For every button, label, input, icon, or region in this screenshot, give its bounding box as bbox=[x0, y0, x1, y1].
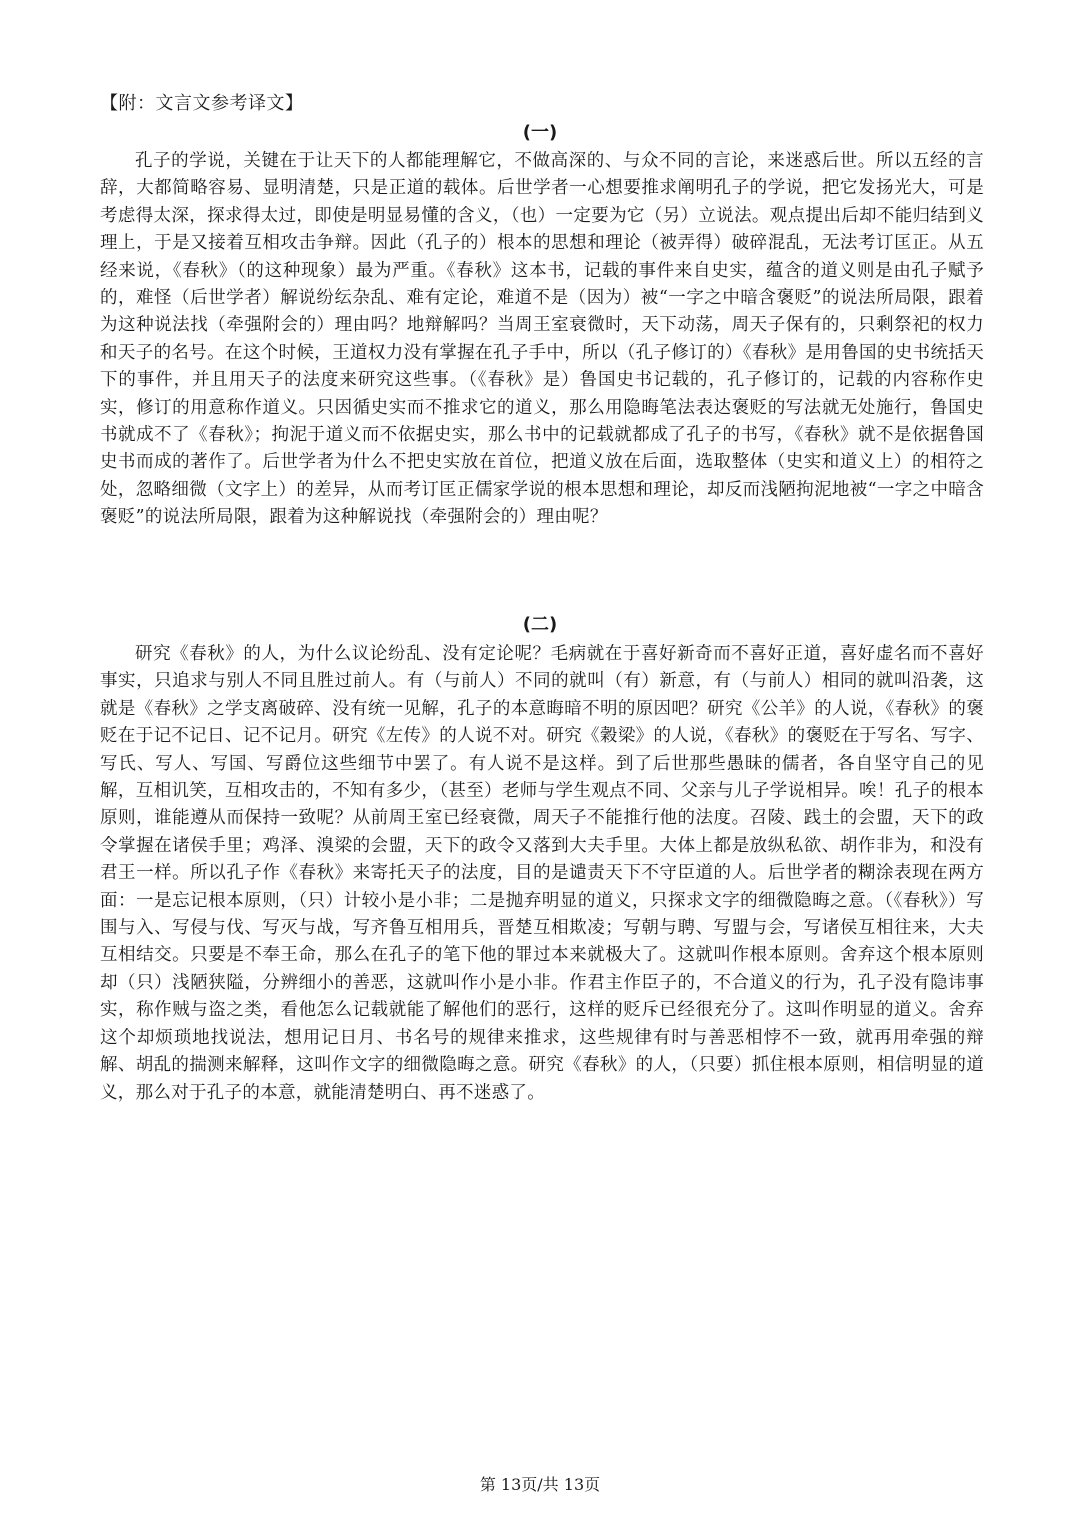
section-paragraph-1: 孔子的学说，关键在于让天下的人都能理解它，不做高深的、与众不同的言论，来迷惑后世。所以五经的言辞，大都简略容易、显明清楚，只是正道的载体。后世学者一心想要推求阐明孔子的学说，把它发扬光大，可是考虑得太深，探求得太过，即使是明显易懂的含义，（也）一定要为它（另）立说法。观点提出后却不能归结到义理上，于是又接着互相攻击争辩。因此（孔子的）根本的思想和理论（被弄得）破碎混乱，无法考订匡正。从五经来说，《春秋》（的这种现象）最为严重。《春秋》这本书，记载的事件来自史实，蕴含的道义则是由孔子赋予的，难怪（后世学者）解说纷纭杂乱、难有定论，难道不是（因为）被“一字之中暗含褒贬”的说法所局限，跟着为这种说法找（牵强附会的）理由吗？地辩解吗？当周王室衰微时，天下动荡，周天子保有的，只剩祭祀的权力和天子的名号。在这个时候，王道权力没有掌握在孔子手中，所以（孔子修订的）《春秋》是用鲁国的史书统括天下的事件，并且用天子的法度来研究这些事。（《春秋》是）鲁国史书记载的，孔子修订的，记载的内容称作史实，修订的用意称作道义。只因循史实而不推求它的道义，那么用隐晦笔法表达褒贬的写法就无处施行，鲁国史书就成不了《春秋》；拘泥于道义而不依据史实，那么书中的记载就都成了孔子的书写，《春秋》就不是依据鲁国史书而成的著作了。后世学者为什么不把史实放在首位，把道义放在后面，选取整体（史实和道义上）的相符之处，忽略细微（文字上）的差异，从而考订匡正儒家学说的根本思想和理论，却反而浅陋拘泥地被“一字之中暗含褒贬”的说法所局限，跟着为这种解说找（牵强附会的）理由呢？ bbox=[100, 151, 984, 528]
page-number-footer: 第 13页/共 13页 bbox=[479, 1475, 601, 1494]
section-paragraph-2: 研究《春秋》的人，为什么议论纷乱、没有定论呢？毛病就在于喜好新奇而不喜好正道，喜好虚名而不喜好事实，只追求与别人不同且胜过前人。有（与前人）不同的就叫（有）新意，有（与前人）相同的就叫沿袭，这就是《春秋》之学支离破碎、没有统一见解，孔子的本意晦暗不明的原因吧？研究《公羊》的人说，《春秋》的褒贬在于记不记日、记不记月。研究《左传》的人说不对。研究《穀梁》的人说，《春秋》的褒贬在于写名、写字、写氏、写人、写国、写爵位这些细节中罢了。有人说不是这样。到了后世那些愚昧的儒者，各自坚守自己的见解，互相讥笑，互相攻击的，不知有多少，（甚至）老师与学生观点不同、父亲与儿子学说相异。唉！孔子的根本原则，谁能遵从而保持一致呢？从前周王室已经衰微，周天子不能推行他的法度。召陵、践土的会盟，天下的政令掌握在诸侯手里；鸡泽、溴梁的会盟，天下的政令又落到大夫手里。大体上都是放纵私欲、胡作非为，和没有君王一样。所以孔子作《春秋》来寄托天子的法度，目的是谴责天下不守臣道的人。后世学者的糊涂表现在两方面：一是忘记根本原则，（只）计较小是小非；二是抛弃明显的道义，只探求文字的细微隐晦之意。（《春秋》）写围与入、写侵与伐、写灭与战，写齐鲁互相用兵，晋楚互相欺凌；写朝与聘、写盟与会，写诸侯互相往来，大夫互相结交。只要是不奉王命，那么在孔子的笔下他的罪过本来就极大了。这就叫作根本原则。舍弃这个根本原则却（只）浅陋狭隘，分辨细小的善恶，这就叫作小是小非。作君主作臣子的，不合道义的行为，孔子没有隐讳事实，称作贼与盗之类，看他怎么记载就能了解他们的恶行，这样的贬斥已经很充分了。这叫作明显的道义。舍弃这个却烦琐地找说法，想用记日月、书名号的规律来推求，这些规律有时与善恶相悖不一致，就再用牵强的辩解、胡乱的揣测来解释，这叫作文字的细微隐晦之意。研究《春秋》的人，（只要）抓住根本原则，相信明显的道义，那么对于孔子的本意，就能清楚明白、再不迷惑了。 bbox=[100, 644, 984, 1103]
appendix-heading: 【附：文言文参考译文】 bbox=[100, 93, 304, 114]
section-title-1: (一) bbox=[522, 122, 558, 143]
section-title-2: (二) bbox=[522, 614, 558, 635]
